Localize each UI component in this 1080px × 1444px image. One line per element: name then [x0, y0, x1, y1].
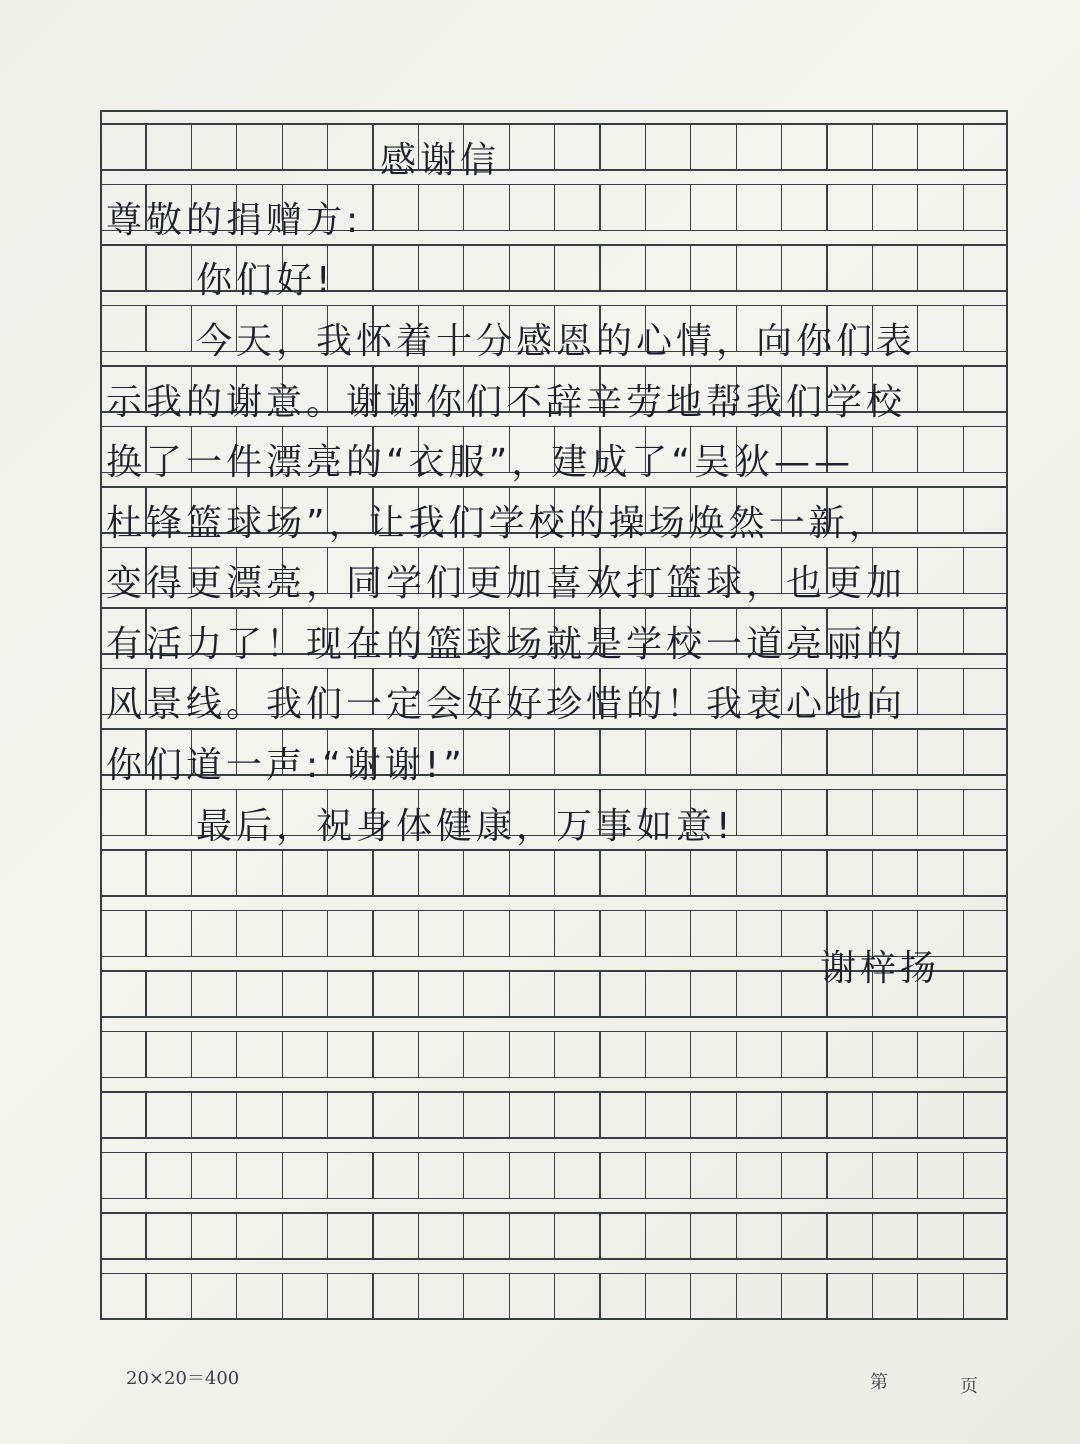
grid-cell-line: [191, 789, 192, 835]
grid-cell-line: [191, 244, 192, 290]
grid-cell-line: [872, 184, 873, 230]
grid-cell-line: [963, 365, 964, 411]
grid-cell-line: [599, 910, 600, 956]
grid-cell-line: [826, 1273, 827, 1319]
grid-cell-line: [917, 668, 918, 714]
grid-cell-line: [463, 1152, 464, 1198]
grid-cell-line: [963, 728, 964, 774]
grid-cell-line: [236, 910, 237, 956]
grid-cell-line: [917, 305, 918, 351]
grid-cell-line: [372, 910, 373, 956]
grid-cell-line: [736, 789, 737, 835]
grid-cell-line: [690, 1212, 691, 1258]
grid-cell-line: [599, 1091, 600, 1137]
grid-cell-line: [690, 849, 691, 895]
grid-cell-line: [191, 1273, 192, 1319]
grid-cell-line: [145, 1212, 146, 1258]
grid-cell-line: [554, 1031, 555, 1077]
grid-cell-line: [418, 970, 419, 1016]
grid-cell-line: [418, 1091, 419, 1137]
grid-cell-line: [917, 1091, 918, 1137]
grid-cell-line: [736, 910, 737, 956]
grid-cell-line: [236, 1212, 237, 1258]
grid-cell-line: [645, 1152, 646, 1198]
grid-cell-line: [463, 1031, 464, 1077]
grid-cell-line: [963, 1273, 964, 1319]
grid-cell-line: [554, 1152, 555, 1198]
grid-cell-line: [645, 1273, 646, 1319]
grid-cell-line: [781, 849, 782, 895]
grid-cell-line: [327, 849, 328, 895]
grid-cell-line: [327, 1091, 328, 1137]
grid-cell-line: [781, 1273, 782, 1319]
grid-cell-line: [690, 728, 691, 774]
grid-row-line: [100, 1319, 1008, 1321]
grid-cell-line: [963, 849, 964, 895]
grid-cell-line: [236, 1031, 237, 1077]
grid-cell-line: [554, 728, 555, 774]
grid-cell-line: [963, 607, 964, 653]
body-line: 有活力了！现在的篮球场就是学校一道亮丽的: [106, 623, 907, 665]
grid-cell-line: [509, 184, 510, 230]
grid-cell-line: [826, 1031, 827, 1077]
grid-row-line: [100, 1077, 1008, 1079]
grid-cell-line: [917, 849, 918, 895]
grid-cell-line: [282, 123, 283, 169]
grid-cell-line: [645, 970, 646, 1016]
grid-cell-line: [372, 123, 373, 169]
grid-cell-line: [554, 1091, 555, 1137]
grid-cell-line: [963, 1152, 964, 1198]
grid-cell-line: [282, 849, 283, 895]
grid-cell-line: [917, 244, 918, 290]
grid-cell-line: [963, 1031, 964, 1077]
grid-cell-line: [917, 1212, 918, 1258]
grid-cell-line: [917, 547, 918, 593]
grid-cell-line: [872, 789, 873, 835]
grid-cell-line: [509, 244, 510, 290]
grid-cell-line: [599, 184, 600, 230]
grid-cell-line: [963, 970, 964, 1016]
grid-cell-line: [145, 244, 146, 290]
grid-cell-line: [781, 1212, 782, 1258]
grid-cell-line: [599, 1273, 600, 1319]
grid-cell-line: [282, 910, 283, 956]
grid-cell-line: [872, 1273, 873, 1319]
grid-cell-line: [145, 123, 146, 169]
grid-cell-line: [736, 244, 737, 290]
grid-cell-line: [327, 1273, 328, 1319]
grid-cell-line: [145, 1091, 146, 1137]
grid-cell-line: [690, 970, 691, 1016]
grid-cell-line: [599, 970, 600, 1016]
grid-cell-line: [418, 244, 419, 290]
grid-cell-line: [917, 1031, 918, 1077]
grid-cell-line: [781, 184, 782, 230]
grid-cell-line: [963, 426, 964, 472]
grid-cell-line: [690, 1152, 691, 1198]
page-label-prefix: 第: [870, 1372, 888, 1393]
grid-cell-line: [781, 789, 782, 835]
grid-cell-line: [599, 849, 600, 895]
grid-cell-line: [599, 1212, 600, 1258]
grid-cell-line: [872, 728, 873, 774]
grid-row-line: [100, 1016, 1008, 1018]
grid-cell-line: [554, 849, 555, 895]
grid-cell-line: [145, 910, 146, 956]
grid-cell-line: [781, 1091, 782, 1137]
grid-cell-line: [963, 789, 964, 835]
grid-cell-line: [781, 728, 782, 774]
grid-row-line: [100, 1258, 1008, 1260]
grid-cell-line: [645, 910, 646, 956]
grid-cell-line: [736, 1091, 737, 1137]
grid-cell-line: [145, 789, 146, 835]
grid-cell-line: [917, 789, 918, 835]
grid-cell-line: [872, 1212, 873, 1258]
grid-cell-line: [963, 1091, 964, 1137]
grid-cell-line: [690, 244, 691, 290]
grid-cell-line: [463, 1273, 464, 1319]
grid-cell-line: [690, 184, 691, 230]
grid-cell-line: [645, 123, 646, 169]
grid-cell-line: [872, 1091, 873, 1137]
grid-cell-line: [826, 1212, 827, 1258]
grid-cell-line: [917, 486, 918, 532]
grid-cell-line: [236, 1091, 237, 1137]
grid-cell-line: [554, 970, 555, 1016]
grid-cell-line: [509, 123, 510, 169]
grid-cell-line: [191, 970, 192, 1016]
grid-cell-line: [372, 1212, 373, 1258]
grid-cell-line: [872, 1152, 873, 1198]
grid-cell-line: [372, 244, 373, 290]
grid-cell-line: [236, 1273, 237, 1319]
grid-cell-line: [872, 123, 873, 169]
grid-cell-line: [826, 1152, 827, 1198]
grid-cell-line: [145, 1273, 146, 1319]
grid-cell-line: [372, 970, 373, 1016]
grid-cell-line: [145, 1152, 146, 1198]
grid-cell-line: [645, 1091, 646, 1137]
grid-cell-line: [418, 1031, 419, 1077]
grid-cell-line: [736, 184, 737, 230]
grid-cell-line: [917, 1152, 918, 1198]
grid-cell-line: [418, 1212, 419, 1258]
body-line: 风景线。我们一定会好好珍惜的！我衷心地向: [106, 683, 907, 725]
grid-cell-line: [282, 1273, 283, 1319]
grid-cell-line: [963, 184, 964, 230]
grid-cell-line: [917, 1273, 918, 1319]
letter-salutation: 尊敬的捐赠方:: [106, 199, 363, 241]
grid-cell-line: [372, 184, 373, 230]
grid-cell-line: [509, 970, 510, 1016]
grid-border: [100, 110, 1008, 112]
grid-cell-line: [963, 123, 964, 169]
grid-cell-line: [191, 1212, 192, 1258]
grid-cell-line: [236, 849, 237, 895]
grid-cell-line: [826, 728, 827, 774]
body-line: 你们道一声:“谢谢!”: [106, 744, 466, 786]
grid-cell-line: [463, 849, 464, 895]
grid-cell-line: [917, 426, 918, 472]
grid-cell-line: [645, 244, 646, 290]
grid-cell-line: [736, 1212, 737, 1258]
grid-cell-line: [418, 1273, 419, 1319]
grid-cell-line: [872, 849, 873, 895]
grid-cell-line: [872, 426, 873, 472]
grid-cell-line: [963, 547, 964, 593]
grid-cell-line: [418, 910, 419, 956]
grid-cell-line: [372, 1152, 373, 1198]
body-line: 示我的谢意。谢谢你们不辞辛劳地帮我们学校: [106, 381, 907, 423]
grid-spec-label: 20×20＝400: [126, 1368, 240, 1389]
grid-cell-line: [781, 910, 782, 956]
body-line: 换了一件漂亮的“衣服”，建成了“吴狄——: [106, 441, 854, 483]
grid-cell-line: [463, 910, 464, 956]
grid-cell-line: [509, 1273, 510, 1319]
grid-cell-line: [327, 123, 328, 169]
grid-cell-line: [463, 970, 464, 1016]
grid-cell-line: [872, 1031, 873, 1077]
grid-cell-line: [463, 1091, 464, 1137]
grid-cell-line: [963, 305, 964, 351]
grid-cell-line: [690, 1031, 691, 1077]
grid-cell-line: [282, 970, 283, 1016]
grid-cell-line: [418, 1152, 419, 1198]
letter-signature: 谢梓扬: [820, 947, 941, 989]
grid-cell-line: [963, 244, 964, 290]
grid-row-line: [100, 1198, 1008, 1200]
grid-cell-line: [736, 849, 737, 895]
grid-cell-line: [599, 1152, 600, 1198]
grid-cell-line: [327, 1031, 328, 1077]
grid-cell-line: [236, 1152, 237, 1198]
grid-cell-line: [418, 849, 419, 895]
grid-cell-line: [690, 910, 691, 956]
grid-cell-line: [963, 668, 964, 714]
grid-cell-line: [327, 910, 328, 956]
grid-cell-line: [736, 970, 737, 1016]
grid-cell-line: [282, 1031, 283, 1077]
grid-cell-line: [509, 1212, 510, 1258]
grid-cell-line: [736, 123, 737, 169]
grid-cell-line: [327, 1152, 328, 1198]
page-label-suffix: 页: [960, 1376, 978, 1397]
grid-cell-line: [826, 123, 827, 169]
grid-cell-line: [327, 970, 328, 1016]
grid-cell-line: [736, 728, 737, 774]
grid-cell-line: [736, 1152, 737, 1198]
grid-cell-line: [145, 305, 146, 351]
grid-cell-line: [191, 1091, 192, 1137]
grid-cell-line: [826, 184, 827, 230]
grid-cell-line: [736, 1031, 737, 1077]
grid-cell-line: [690, 1273, 691, 1319]
body-line: 今天，我怀着十分感恩的心情，向你们表: [196, 320, 917, 362]
grid-cell-line: [509, 1152, 510, 1198]
grid-cell-line: [645, 1212, 646, 1258]
grid-cell-line: [191, 305, 192, 351]
grid-cell-line: [191, 849, 192, 895]
grid-cell-line: [599, 123, 600, 169]
grid-cell-line: [372, 849, 373, 895]
grid-cell-line: [690, 123, 691, 169]
grid-cell-line: [509, 1031, 510, 1077]
grid-cell-line: [145, 1031, 146, 1077]
grid-cell-line: [963, 910, 964, 956]
grid-cell-line: [145, 970, 146, 1016]
grid-cell-line: [645, 849, 646, 895]
grid-cell-line: [645, 184, 646, 230]
grid-cell-line: [191, 123, 192, 169]
grid-cell-line: [236, 123, 237, 169]
grid-row-line: [100, 1137, 1008, 1139]
grid-cell-line: [690, 1091, 691, 1137]
grid-cell-line: [418, 184, 419, 230]
grid-cell-line: [372, 1091, 373, 1137]
grid-cell-line: [826, 789, 827, 835]
grid-cell-line: [282, 1091, 283, 1137]
grid-cell-line: [554, 244, 555, 290]
grid-cell-line: [282, 1212, 283, 1258]
grid-cell-line: [917, 123, 918, 169]
grid-cell-line: [963, 486, 964, 532]
grid-cell-line: [599, 1031, 600, 1077]
grid-cell-line: [645, 1031, 646, 1077]
grid-cell-line: [599, 728, 600, 774]
grid-cell-line: [781, 244, 782, 290]
grid-cell-line: [191, 1152, 192, 1198]
grid-cell-line: [372, 1273, 373, 1319]
grid-cell-line: [463, 1212, 464, 1258]
writing-grid: [100, 110, 1008, 1320]
grid-cell-line: [645, 728, 646, 774]
grid-cell-line: [781, 1031, 782, 1077]
grid-cell-line: [826, 849, 827, 895]
grid-cell-line: [509, 910, 510, 956]
grid-cell-line: [917, 607, 918, 653]
grid-cell-line: [191, 1031, 192, 1077]
grid-cell-line: [554, 184, 555, 230]
grid-cell-line: [781, 123, 782, 169]
grid-cell-line: [509, 728, 510, 774]
grid-cell-line: [872, 244, 873, 290]
grid-cell-line: [599, 244, 600, 290]
grid-cell-line: [509, 1091, 510, 1137]
grid-cell-line: [509, 849, 510, 895]
grid-cell-line: [781, 970, 782, 1016]
grid-cell-line: [554, 1273, 555, 1319]
grid-cell-line: [145, 849, 146, 895]
grid-cell-line: [236, 970, 237, 1016]
grid-cell-line: [282, 1152, 283, 1198]
letter-greeting: 你们好!: [196, 259, 335, 301]
grid-cell-line: [554, 123, 555, 169]
grid-cell-line: [554, 1212, 555, 1258]
body-line: 变得更漂亮，同学们更加喜欢打篮球，也更加: [106, 562, 907, 604]
grid-cell-line: [826, 244, 827, 290]
grid-cell-line: [826, 1091, 827, 1137]
grid-cell-line: [372, 1031, 373, 1077]
grid-cell-line: [963, 1212, 964, 1258]
grid-cell-line: [917, 184, 918, 230]
grid-row-line: [100, 169, 1008, 171]
grid-cell-line: [191, 910, 192, 956]
grid-cell-line: [463, 244, 464, 290]
letter-title: 感谢信: [380, 139, 501, 181]
grid-row-line: [100, 895, 1008, 897]
grid-cell-line: [781, 1152, 782, 1198]
grid-cell-line: [736, 1273, 737, 1319]
grid-cell-line: [917, 365, 918, 411]
grid-cell-line: [463, 184, 464, 230]
grid-cell-line: [917, 728, 918, 774]
letter-closing: 最后，祝身体健康，万事如意!: [196, 805, 735, 847]
body-line: 杜锋篮球场”，让我们学校的操场焕然一新，: [106, 502, 889, 544]
grid-cell-line: [554, 910, 555, 956]
grid-cell-line: [327, 1212, 328, 1258]
